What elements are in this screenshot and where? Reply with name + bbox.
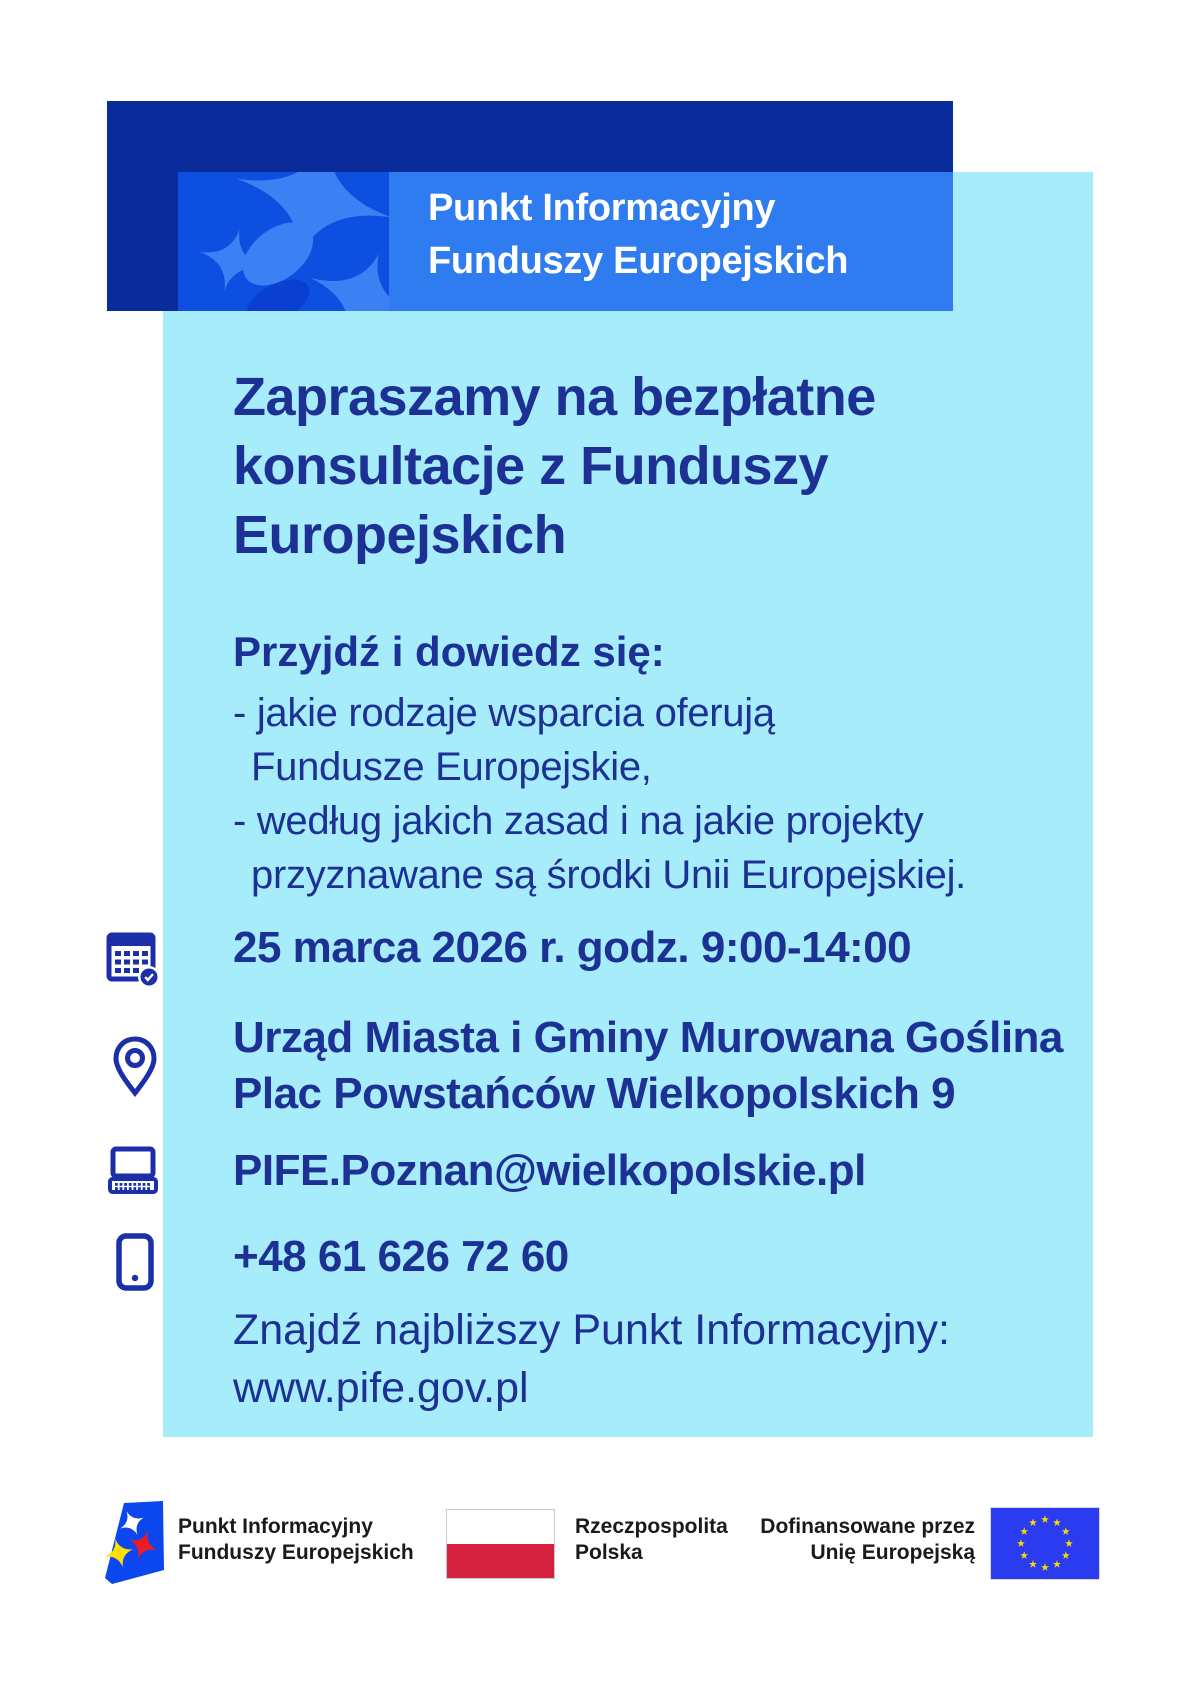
- pife-label-line-1: Punkt Informacyjny: [178, 1515, 373, 1538]
- pife-logo: [105, 1501, 164, 1589]
- main-heading-line-2: konsultacje z Funduszy: [233, 436, 829, 496]
- bullet-list: [233, 686, 966, 902]
- bullet-line-3: - według jakich zasad i na jakie projekty: [233, 799, 924, 843]
- header-logo-block: [178, 172, 389, 311]
- find-info-prompt: Znajdź najbliższy Punkt Informacyjny:: [233, 1306, 950, 1354]
- intro-title: Przyjdź i dowiedz się:: [233, 628, 665, 675]
- smartphone-icon: [115, 1233, 155, 1296]
- contact-email: PIFE.Poznan@wielkopolskie.pl: [233, 1146, 866, 1195]
- event-date-time: 25 marca 2026 r. godz. 9:00-14:00: [233, 923, 912, 972]
- main-heading: [233, 363, 876, 570]
- laptop-icon: [107, 1146, 159, 1199]
- contact-phone: +48 61 626 72 60: [233, 1232, 569, 1281]
- pife-label-line-2: Funduszy Europejskich: [178, 1541, 414, 1564]
- poland-flag-red-stripe: [447, 1544, 554, 1578]
- header-title-line-2: Funduszy Europejskich: [428, 240, 849, 282]
- calendar-check-icon: [106, 928, 158, 991]
- bullet-line-2: Fundusze Europejskie,: [251, 745, 652, 789]
- poland-flag: [446, 1509, 555, 1579]
- eu-label-line-1: Dofinansowane przez: [760, 1515, 975, 1538]
- location-pin-icon: [112, 1036, 158, 1103]
- poland-label-line-1: Rzeczpospolita: [575, 1515, 728, 1538]
- main-heading-line-1: Zapraszamy na bezpłatne: [233, 367, 876, 427]
- website-url: www.pife.gov.pl: [233, 1364, 529, 1412]
- eu-flag: [990, 1507, 1100, 1580]
- eu-funding-label: [700, 1514, 975, 1566]
- header-title-block: [389, 172, 953, 311]
- eu-label-line-2: Unię Europejską: [810, 1541, 975, 1564]
- header-title-line-1: Punkt Informacyjny: [428, 187, 776, 229]
- sparkle-stars-graphic: [178, 172, 389, 311]
- bullet-line-4: przyznawane są środki Unii Europejskiej.: [251, 853, 966, 897]
- poland-label-line-2: Polska: [575, 1541, 643, 1564]
- venue-line-1: Urząd Miasta i Gminy Murowana Goślina: [233, 1013, 1063, 1062]
- main-heading-line-3: Europejskich: [233, 505, 567, 565]
- bullet-line-1: - jakie rodzaje wsparcia oferują: [233, 691, 775, 735]
- pife-logo-label: [178, 1514, 414, 1566]
- venue-line-2: Plac Powstańców Wielkopolskich 9: [233, 1069, 956, 1118]
- event-venue: [233, 1010, 1063, 1122]
